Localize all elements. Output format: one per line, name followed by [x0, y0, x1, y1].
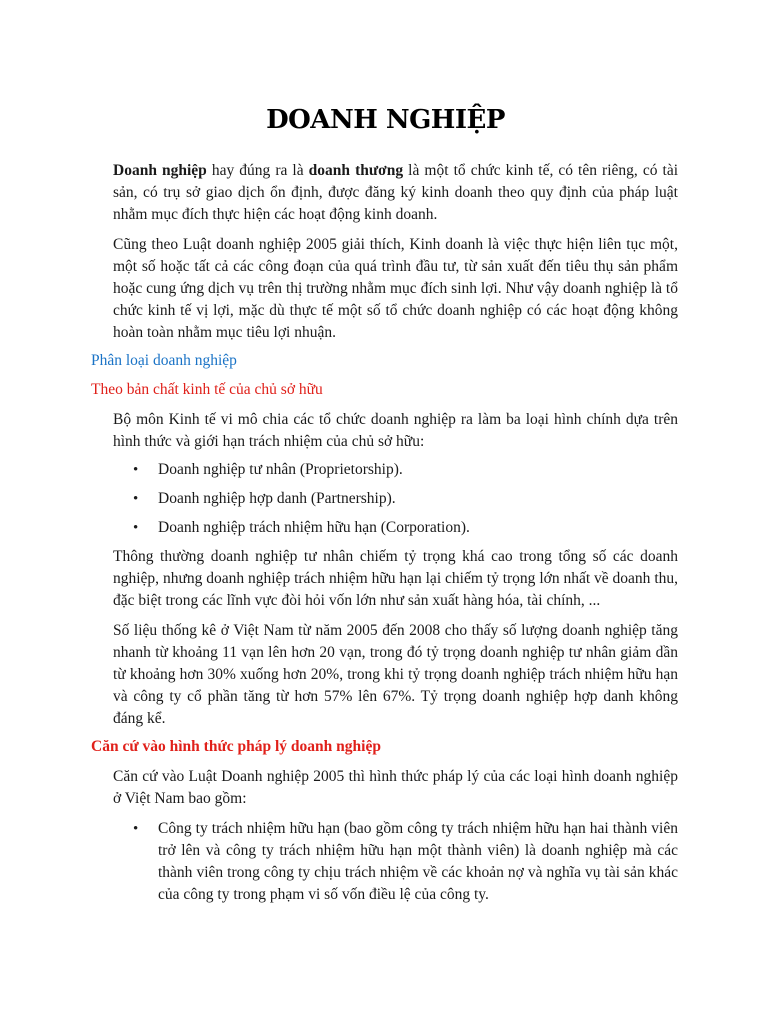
business-definition-paragraph: Cũng theo Luật doanh nghiệp 2005 giải thích, Kinh doanh là việc thực hiện liên tục một, một số hoặc tất cả các công đoạn của quá trình đầu tư, từ sản xuất đến tiêu thụ sản phẩm hoặc cung ứng dịch vụ trên thị trường nhằm mục đích sinh lợi. Như vậy doanh nghiệp là tổ chức kinh tế vị lợi, mặc dù thực tế một số tổ chức doanh nghiệp có các hoạt động không hoàn toàn nhằm mục tiêu lợi nhuận. — [113, 236, 678, 341]
intro-mid: hay đúng ra là — [206, 162, 309, 179]
bullet-icon: • — [133, 491, 139, 507]
list-item-text: Doanh nghiệp trách nhiệm hữu hạn (Corporation). — [158, 519, 470, 536]
intro-paragraph — [113, 160, 678, 226]
law-paragraph: Căn cứ vào Luật Doanh nghiệp 2005 thì hình thức pháp lý của các loại hình doanh nghiệp ở Việt Nam bao gồm: — [113, 768, 678, 807]
legal-form-list — [113, 818, 678, 906]
list-item-text: Doanh nghiệp tư nhân (Proprietorship). — [158, 461, 403, 478]
proportion-paragraph: Thông thường doanh nghiệp tư nhân chiếm tỷ trọng khá cao trong tổng số các doanh nghiệp, nhưng doanh nghiệp trách nhiệm hữu hạn lại chiếm tỷ trọng lớn nhất về doanh thu, đặc biệt trong các lĩnh vực đòi hỏi vốn lớn như sản xuất hàng hóa, tài chính, ... — [113, 548, 678, 609]
microeconomics-paragraph: Bộ môn Kinh tế vi mô chia các tổ chức doanh nghiệp ra làm ba loại hình chính dựa trên hình thức và giới hạn trách nhiệm của chủ sở hữu: — [113, 411, 678, 450]
list-item — [113, 517, 678, 539]
term-doanh-nghiep: Doanh nghiệp — [113, 162, 207, 179]
heading-classification: Phân loại doanh nghiệp — [91, 352, 237, 369]
list-item — [113, 818, 678, 906]
bullet-icon: • — [133, 462, 139, 478]
bullet-icon: • — [133, 821, 139, 837]
page-title: DOANH NGHIỆP — [266, 105, 505, 135]
list-item-text: Công ty trách nhiệm hữu hạn (bao gồm công ty trách nhiệm hữu hạn hai thành viên trở lên và công ty trách nhiệm hữu hạn một thành viên) là doanh nghiệp mà các thành viên trong công ty chịu trách nhiệm về các khoản nợ và nghĩa vụ tài sản khác của công ty trong phạm vi số vốn điều lệ của công ty. — [158, 820, 678, 903]
list-item — [113, 488, 678, 510]
statistics-paragraph: Số liệu thống kê ở Việt Nam từ năm 2005 đến 2008 cho thấy số lượng doanh nghiệp tăng nhanh từ khoảng 11 vạn lên hơn 20 vạn, trong đó tỷ trọng doanh nghiệp tư nhân giảm dần từ khoảng hơn 30% xuống hơn 20%, trong khi tỷ trọng doanh nghiệp trách nhiệm hữu hạn và công ty cổ phần tăng từ hơn 57% lên 67%. Tỷ trọng doanh nghiệp hợp danh không đáng kể. — [113, 622, 678, 727]
bullet-icon: • — [133, 520, 139, 536]
heading-ownership: Theo bản chất kinh tế của chủ sở hữu — [91, 381, 323, 398]
term-doanh-thuong: doanh thương — [308, 162, 404, 179]
heading-legal-form: Căn cứ vào hình thức pháp lý doanh nghiệp — [91, 738, 381, 755]
list-item-text: Doanh nghiệp hợp danh (Partnership). — [158, 490, 396, 507]
list-item — [113, 459, 678, 481]
intro-rest: là một tổ chức kinh tế, có tên riêng, có tài sản, có trụ sở giao dịch ổn định, được đăng ký kinh doanh theo quy định của pháp luật nhằm mục đích thực hiện các hoạt động kinh doanh. — [113, 162, 679, 223]
enterprise-type-list — [113, 459, 678, 539]
